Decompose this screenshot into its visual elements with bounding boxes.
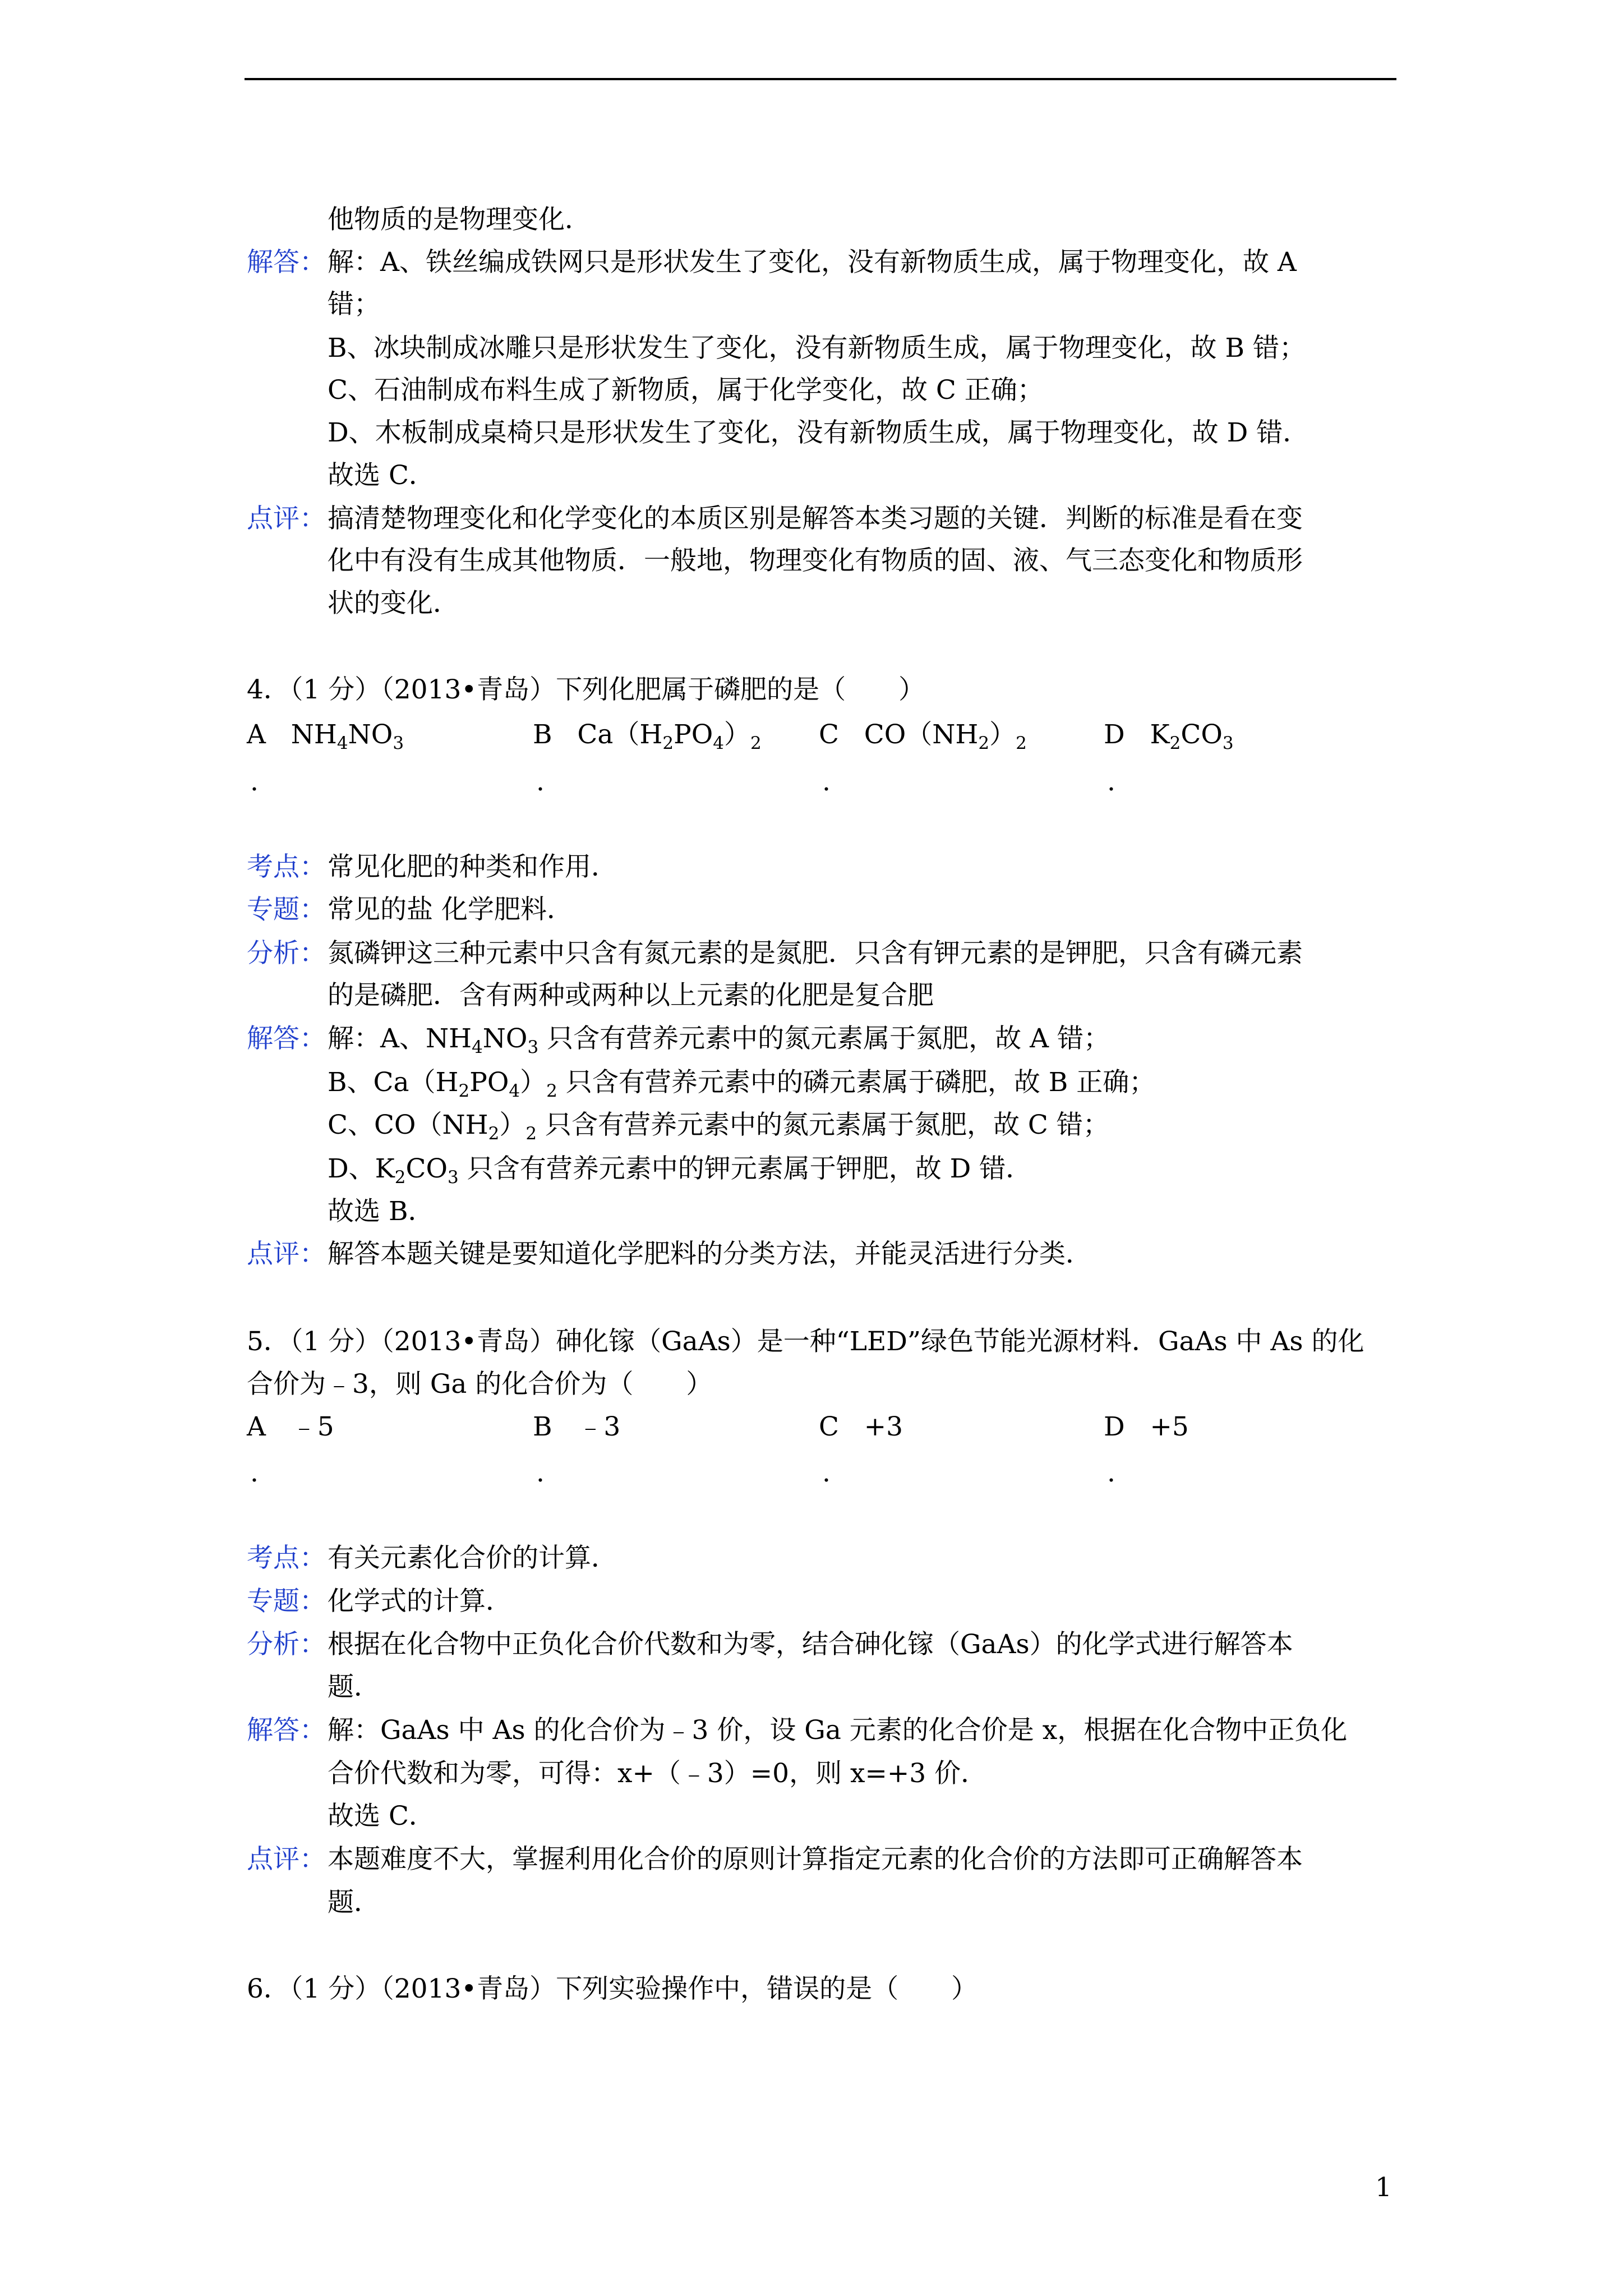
q5-stem-line: 合价为﹣3，则 Ga 的化合价为（ ） bbox=[247, 1369, 713, 1400]
q4-jieda-line: D、$K_2CO_3$ 只含有营养元素中的钾元素属于钾肥，故 D 错． bbox=[328, 1153, 1032, 1188]
q5-jieda-line: 故选 C． bbox=[328, 1801, 435, 1832]
q4-fenxi-line: 氮磷钾这三种元素中只含有氮元素的是氮肥．只含有钾元素的是钾肥，只含有磷元素 bbox=[328, 938, 1303, 969]
q5-zhuanti-label: 专题： bbox=[247, 1586, 326, 1617]
q6-stem: 6．（1 分）（2013•青岛）下列实验操作中，错误的是（ ） bbox=[247, 1973, 978, 2004]
q4-option-a: A $NH_4NO_3$ bbox=[247, 719, 404, 753]
q5-dianping-line: 本题难度不大，掌握利用化合价的原则计算指定元素的化合价的方法即可正确解答本 bbox=[328, 1844, 1303, 1875]
q3-answer-line: 错； bbox=[328, 289, 380, 320]
q4-jieda-line: C、$CO(NH_2)_2$ 只含有营养元素中的氮元素属于氮肥，故 C 错； bbox=[328, 1110, 1109, 1144]
q4-kaodian-label: 考点： bbox=[247, 852, 326, 882]
q5-kaodian: 有关元素化合价的计算． bbox=[328, 1543, 617, 1573]
q3-comment-label: 点评： bbox=[247, 503, 326, 534]
q3-answer-line: C、石油制成布料生成了新物质，属于化学变化，故 C 正确； bbox=[328, 375, 1044, 406]
q5-option-dot: . bbox=[536, 1457, 545, 1488]
q4-option-b: B $Ca(H_2PO_4)_2$ bbox=[533, 719, 762, 753]
q5-kaodian-label: 考点： bbox=[247, 1543, 326, 1573]
q5-dianping-line: 题． bbox=[328, 1887, 380, 1918]
q4-option-dot: . bbox=[250, 766, 259, 797]
q5-option-a: A ﹣5 bbox=[247, 1411, 334, 1442]
q3-analysis-continuation: 他物质的是物理变化． bbox=[328, 204, 591, 235]
q5-fenxi-label: 分析： bbox=[247, 1629, 326, 1660]
q4-jieda-line: 解：A、$NH_4NO_3$ 只含有营养元素中的氮元素属于氮肥，故 A 错； bbox=[328, 1023, 1110, 1057]
q4-dianping-label: 点评： bbox=[247, 1239, 326, 1269]
q5-zhuanti: 化学式的计算． bbox=[328, 1586, 512, 1617]
q5-jieda-line: 合价代数和为零，可得：x+（﹣3）=0，则 x=+3 价． bbox=[328, 1758, 988, 1789]
q4-option-dot: . bbox=[1107, 766, 1115, 797]
q4-fenxi-label: 分析： bbox=[247, 938, 326, 969]
q4-dianping: 解答本题关键是要知道化学肥料的分类方法，并能灵活进行分类． bbox=[328, 1239, 1092, 1269]
q5-option-dot: . bbox=[822, 1457, 831, 1488]
q3-answer-line: 解：A、铁丝编成铁网只是形状发生了变化，没有新物质生成，属于物理变化，故 A bbox=[328, 247, 1297, 278]
q3-answer-line: 故选 C． bbox=[328, 460, 435, 491]
q3-answer-line: D、木板制成桌椅只是形状发生了变化，没有新物质生成，属于物理变化，故 D 错． bbox=[328, 417, 1310, 448]
q3-comment-line: 搞清楚物理变化和化学变化的本质区别是解答本类习题的关键．判断的标准是看在变 bbox=[328, 503, 1303, 534]
q4-zhuanti: 常见的盐 化学肥料． bbox=[328, 894, 573, 925]
q4-option-c: C $CO(NH_2)_2$ bbox=[819, 719, 1027, 753]
q3-answer-line: B、冰块制成冰雕只是形状发生了变化，没有新物质生成，属于物理变化，故 B 错； bbox=[328, 333, 1306, 364]
q4-jieda-line: B、$Ca(H_2PO_4)_2$ 只含有营养元素中的磷元素属于磷肥，故 B 正确； bbox=[328, 1067, 1156, 1101]
q5-option-b: B ﹣3 bbox=[533, 1411, 621, 1442]
q4-fenxi-line: 的是磷肥．含有两种或两种以上元素的化肥是复合肥 bbox=[328, 980, 934, 1011]
q3-comment-line: 状的变化． bbox=[328, 588, 459, 619]
q5-fenxi-line: 题． bbox=[328, 1672, 380, 1703]
q4-jieda-label: 解答： bbox=[247, 1023, 326, 1054]
q4-stem: 4．（1 分）（2013•青岛）下列化肥属于磷肥的是（ ） bbox=[247, 674, 925, 705]
q5-option-d: D +5 bbox=[1104, 1411, 1189, 1442]
q4-option-dot: . bbox=[536, 766, 545, 797]
q5-dianping-label: 点评： bbox=[247, 1844, 326, 1875]
q5-jieda-label: 解答： bbox=[247, 1715, 326, 1746]
header-rule bbox=[245, 78, 1396, 80]
q4-kaodian: 常见化肥的种类和作用． bbox=[328, 852, 617, 882]
q3-answer-label: 解答： bbox=[247, 247, 326, 278]
q5-option-dot: . bbox=[1107, 1457, 1115, 1488]
q5-option-dot: . bbox=[250, 1457, 259, 1488]
q4-zhuanti-label: 专题： bbox=[247, 894, 326, 925]
q4-jieda-end: 故选 B． bbox=[328, 1196, 435, 1227]
q5-stem-line: 5．（1 分）（2013•青岛）砷化镓（GaAs）是一种“LED”绿色节能光源材料．GaAs 中 As 的化 bbox=[247, 1326, 1364, 1357]
q4-option-d: D $K_2CO_3$ bbox=[1104, 719, 1234, 753]
page-number: 1 bbox=[1375, 2172, 1392, 2203]
q4-option-dot: . bbox=[822, 766, 831, 797]
q5-option-c: C +3 bbox=[819, 1411, 903, 1442]
q3-comment-line: 化中有没有生成其他物质．一般地，物理变化有物质的固、液、气三态变化和物质形 bbox=[328, 545, 1303, 576]
q5-fenxi-line: 根据在化合物中正负化合价代数和为零，结合砷化镓（GaAs）的化学式进行解答本 bbox=[328, 1629, 1293, 1660]
q5-jieda-line: 解：GaAs 中 As 的化合价为﹣3 价，设 Ga 元素的化合价是 x，根据在化合物中正负化 bbox=[328, 1715, 1348, 1746]
